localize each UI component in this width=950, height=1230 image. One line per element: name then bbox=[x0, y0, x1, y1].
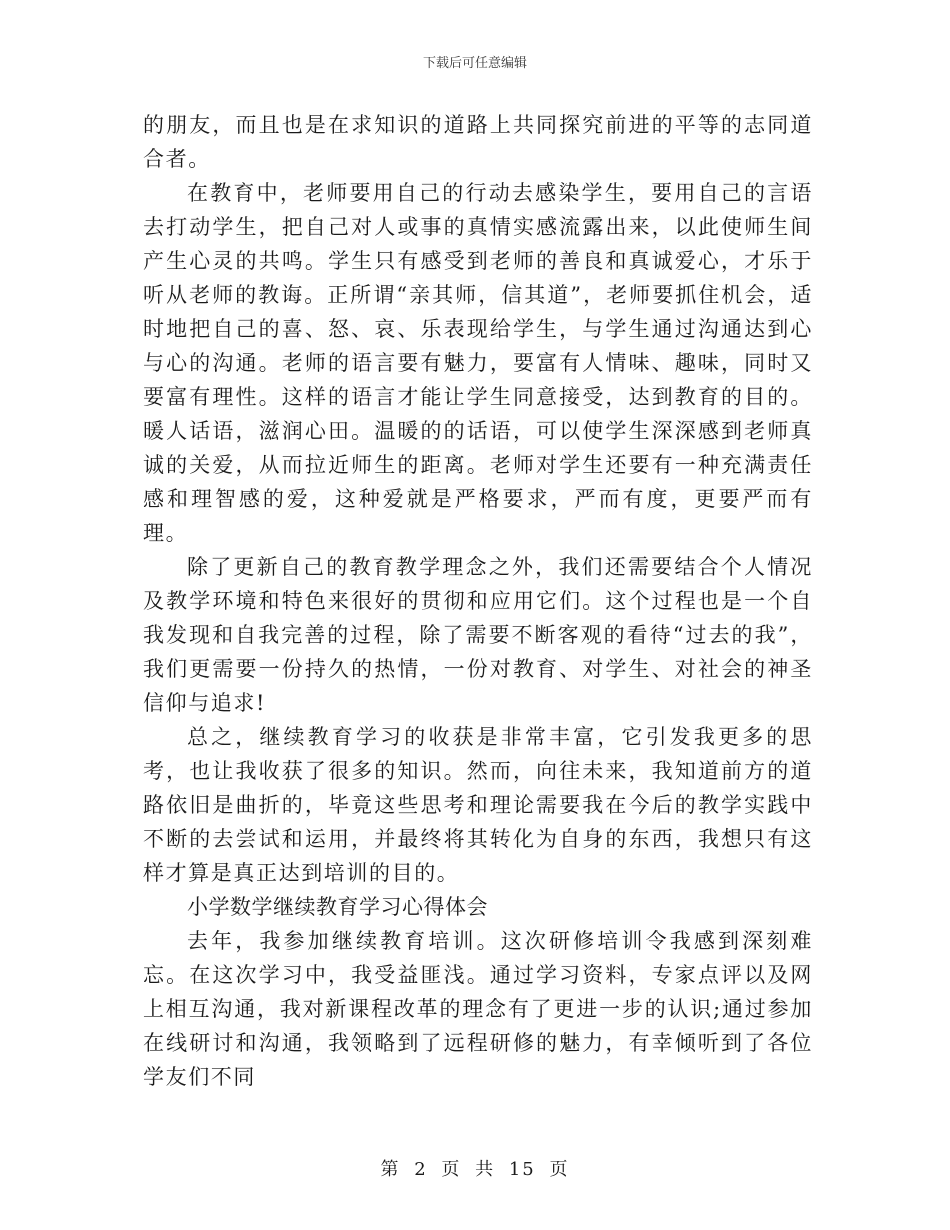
page-header: 下载后可任意编辑 bbox=[422, 56, 527, 71]
page-footer: 第 2 页 共 15 页 bbox=[380, 1159, 570, 1180]
paragraph-6: 去年，我参加继续教育培训。这次研修培训令我感到深刻难忘。在这次学习中，我受益匪浅。通过学习资料，专家点评以及网上相互沟通，我对新课程改革的理念有了更进一步的认识;通过参加在线研讨和沟通，我领略到了远程研修的魅力，有幸倾听到了各位学友们不同 bbox=[143, 929, 813, 1089]
paragraph-2: 在教育中，老师要用自己的行动去感染学生，要用自己的言语去打动学生，把自己对人或事的真情实感流露出来，以此使师生间产生心灵的共鸣。学生只有感受到老师的善良和真诚爱心，才乐于听从老师的教诲。正所谓“亲其师，信其道”，老师要抓住机会，适时地把自己的喜、怒、哀、乐表现给学生，与学生通过沟通达到心与心的沟通。老师的语言要有魅力，要富有人情味、趣味，同时又要富有理性。这样的语言才能让学生同意接受，达到教育的目的。暖人话语，滋润心田。温暖的的话语，可以使学生深深感到老师真诚的关爱，从而拉近师生的距离。老师对学生还要有一种充满责任感和理智感的爱，这种爱就是严格要求，严而有度，更要严而有理。 bbox=[143, 181, 813, 545]
document-body bbox=[143, 108, 813, 1094]
paragraph-4: 总之，继续教育学习的收获是非常丰富，它引发我更多的思考，也让我收获了很多的知识。然而，向往未来，我知道前方的道路依旧是曲折的，毕竟这些思考和理论需要我在今后的教学实践中不断的去尝试和运用，并最终将其转化为自身的东西，我想只有这样才算是真正达到培训的目的。 bbox=[143, 725, 813, 885]
paragraph-1: 的朋友，而且也是在求知识的道路上共同探究前进的平等的志同道合者。 bbox=[143, 113, 813, 171]
paragraph-3: 除了更新自己的教育教学理念之外，我们还需要结合个人情况及教学环境和特色来很好的贯彻和应用它们。这个过程也是一个自我发现和自我完善的过程，除了需要不断客观的看待“过去的我”，我们更需要一份持久的热情，一份对教育、对学生、对社会的神圣信仰与追求! bbox=[143, 555, 813, 715]
section-subtitle: 小学数学继续教育学习心得体会 bbox=[187, 895, 488, 919]
